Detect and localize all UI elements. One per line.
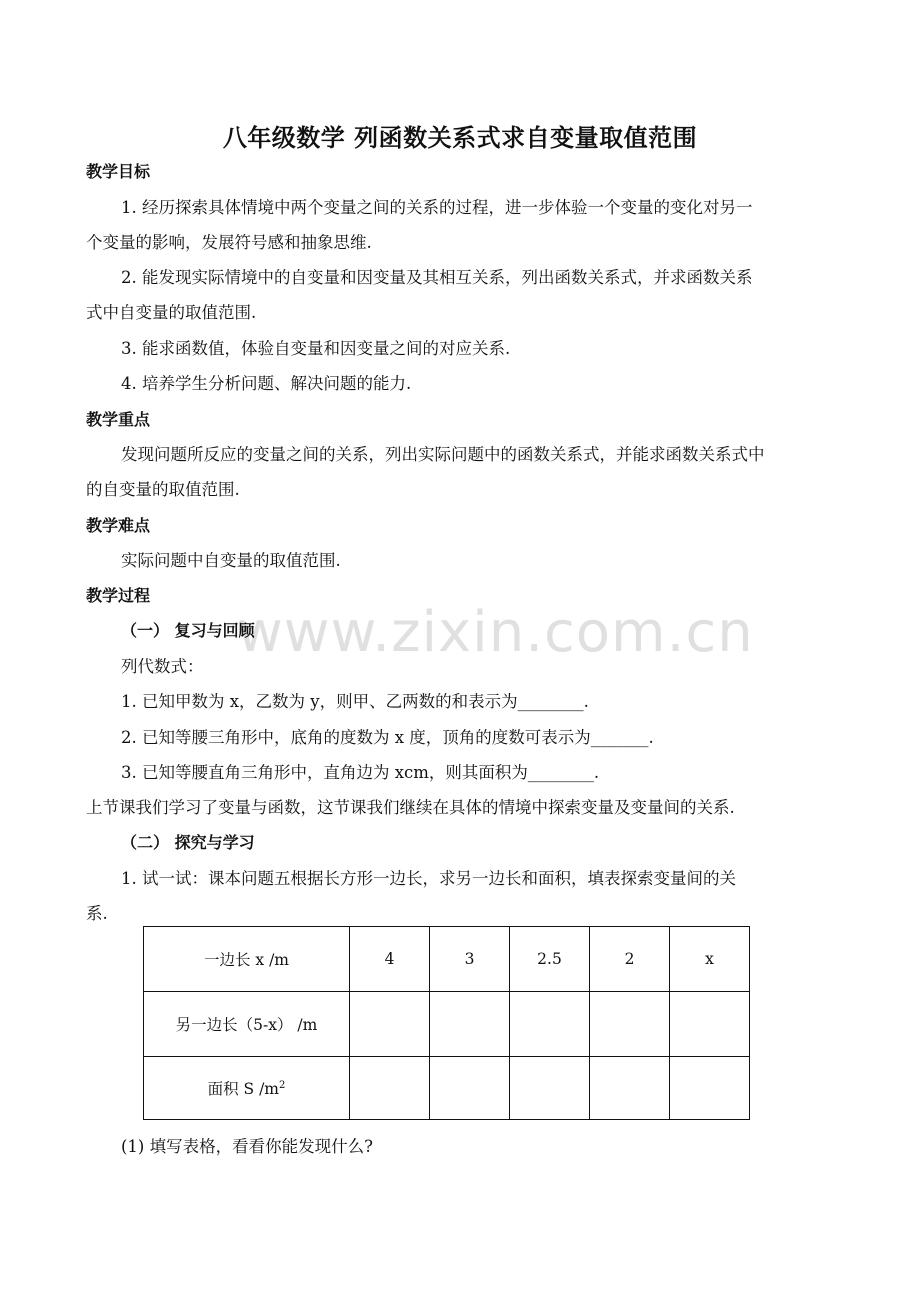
table-cell: 2	[590, 927, 670, 992]
table-cell: 4	[350, 927, 430, 992]
goal-4: 4. 培养学生分析问题、解决问题的能力.	[121, 374, 412, 393]
goal-1-line1: 1. 经历探索具体情境中两个变量之间的关系的过程，进一步体验一个变量的变化对另一	[121, 198, 753, 217]
row-label-area	[144, 1057, 350, 1120]
row-label-other-side: 另一边长（5-x） /m	[144, 992, 350, 1057]
table-row	[144, 1057, 750, 1120]
review-question-2: 2. 已知等腰三角形中，底角的度数为 x 度，顶角的度数可表示为_______.	[121, 728, 654, 747]
table-cell-empty[interactable]	[350, 992, 430, 1057]
explore-question-1: (1) 填写表格，看看你能发现什么?	[121, 1137, 373, 1156]
watermark: www.zixin.com.cn	[237, 600, 754, 665]
explore-task-line2: 系.	[86, 904, 108, 923]
table-cell: 2.5	[510, 927, 590, 992]
heading-key-points: 教学重点	[86, 410, 151, 429]
table-cell-empty[interactable]	[510, 992, 590, 1057]
table-row	[144, 927, 750, 992]
table-cell-empty[interactable]	[430, 1057, 510, 1120]
table-cell-empty[interactable]	[510, 1057, 590, 1120]
key-points-line2: 的自变量的取值范围.	[86, 480, 240, 499]
review-intro: 列代数式：	[121, 657, 204, 676]
table-cell-empty[interactable]	[590, 992, 670, 1057]
key-points-line1: 发现问题所反应的变量之间的关系，列出实际问题中的函数关系式，并能求函数关系式中	[121, 445, 765, 464]
table-cell-empty[interactable]	[590, 1057, 670, 1120]
review-summary: 上节课我们学习了变量与函数，这节课我们继续在具体的情境中探索变量及变量间的关系.	[86, 798, 735, 817]
table-row	[144, 992, 750, 1057]
table-cell-empty[interactable]	[670, 992, 750, 1057]
goal-2-line1: 2. 能发现实际情境中的自变量和因变量及其相互关系，列出函数关系式，并求函数关系	[121, 268, 753, 287]
section-review-heading: （一） 复习与回顾	[121, 621, 255, 640]
table-cell-empty[interactable]	[670, 1057, 750, 1120]
review-question-3: 3. 已知等腰直角三角形中，直角边为 xcm，则其面积为________.	[121, 763, 600, 782]
area-unit-superscript: 2	[279, 1079, 286, 1091]
goal-1-line2: 个变量的影响，发展符号感和抽象思维.	[86, 233, 372, 252]
table-cell-empty[interactable]	[430, 992, 510, 1057]
difficulty-line1: 实际问题中自变量的取值范围.	[121, 551, 341, 570]
heading-difficulty: 教学难点	[86, 516, 151, 535]
section-explore-heading: （二） 探究与学习	[121, 833, 255, 852]
area-label-text: 面积 S /m	[207, 1080, 280, 1098]
goal-3: 3. 能求函数值，体验自变量和因变量之间的对应关系.	[121, 339, 511, 358]
review-question-1: 1. 已知甲数为 x，乙数为 y，则甲、乙两数的和表示为________.	[121, 692, 589, 711]
explore-task-line1: 1. 试一试：课本问题五根据长方形一边长，求另一边长和面积，填表探索变量间的关	[121, 869, 736, 888]
goal-2-line2: 式中自变量的取值范围.	[86, 303, 257, 322]
table-cell: x	[670, 927, 750, 992]
row-label-side-length: 一边长 x /m	[144, 927, 350, 992]
rectangle-table	[143, 926, 750, 1120]
table-cell-empty[interactable]	[350, 1057, 430, 1120]
heading-process: 教学过程	[86, 586, 151, 605]
table-cell: 3	[430, 927, 510, 992]
page-title: 八年级数学 列函数关系式求自变量取值范围	[222, 124, 698, 152]
heading-goals: 教学目标	[86, 162, 151, 181]
